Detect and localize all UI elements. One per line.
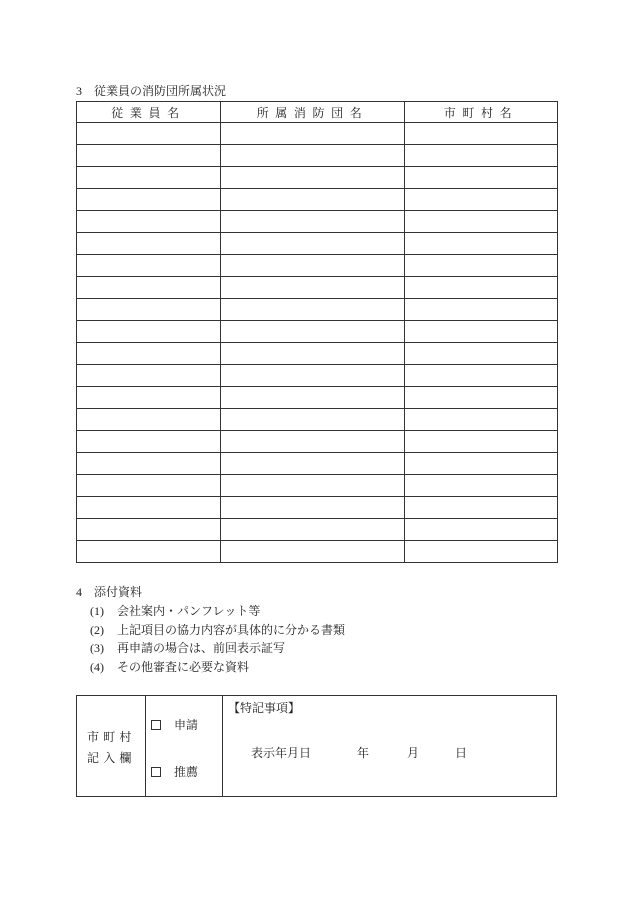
employee-name-cell[interactable] bbox=[77, 167, 221, 189]
employee-name-cell[interactable] bbox=[77, 145, 221, 167]
brigade-name-cell[interactable] bbox=[221, 211, 405, 233]
municipality-cell[interactable] bbox=[405, 453, 558, 475]
municipality-cell[interactable] bbox=[405, 255, 558, 277]
municipality-cell[interactable] bbox=[405, 167, 558, 189]
item-number: (1) bbox=[90, 604, 104, 618]
table-row bbox=[77, 365, 558, 387]
recommend-label: 推薦 bbox=[174, 765, 199, 779]
brigade-name-cell[interactable] bbox=[221, 475, 405, 497]
apply-option[interactable] bbox=[151, 716, 198, 733]
item-number: (2) bbox=[90, 622, 104, 637]
brigade-name-cell[interactable] bbox=[221, 145, 405, 167]
employee-name-cell[interactable] bbox=[77, 343, 221, 365]
employee-name-cell[interactable] bbox=[77, 211, 221, 233]
brigade-name-cell[interactable] bbox=[221, 277, 405, 299]
municipality-cell[interactable] bbox=[405, 189, 558, 211]
month-label: 月 bbox=[407, 746, 420, 760]
employee-name-cell[interactable] bbox=[77, 497, 221, 519]
table-row bbox=[77, 387, 558, 409]
municipality-header: 市町村名 bbox=[405, 102, 558, 123]
table-header-row bbox=[77, 102, 558, 123]
employee-name-cell[interactable] bbox=[77, 189, 221, 211]
brigade-name-cell[interactable] bbox=[221, 123, 405, 145]
employee-name-cell[interactable] bbox=[77, 475, 221, 497]
item-number: (4) bbox=[90, 659, 104, 674]
list-item bbox=[90, 658, 345, 677]
table-row bbox=[77, 475, 558, 497]
application-type-cell bbox=[145, 696, 223, 796]
apply-checkbox[interactable] bbox=[151, 720, 161, 730]
brigade-name-cell[interactable] bbox=[221, 409, 405, 431]
municipal-label-line1: 市町村 bbox=[87, 730, 136, 744]
day-label: 日 bbox=[455, 746, 468, 760]
table-row bbox=[77, 255, 558, 277]
employee-name-header: 従業員名 bbox=[77, 102, 221, 123]
municipality-cell[interactable] bbox=[405, 343, 558, 365]
apply-label: 申請 bbox=[174, 718, 199, 732]
municipality-cell[interactable] bbox=[405, 321, 558, 343]
table-row bbox=[77, 519, 558, 541]
municipality-cell[interactable] bbox=[405, 145, 558, 167]
section-4-title: 添付資料 bbox=[94, 585, 143, 599]
table-row bbox=[77, 541, 558, 563]
special-notes-cell[interactable] bbox=[222, 696, 556, 796]
employee-name-cell[interactable] bbox=[77, 519, 221, 541]
year-label: 年 bbox=[357, 746, 370, 760]
item-text: 再申請の場合は、前回表示証写 bbox=[117, 641, 286, 655]
municipality-cell[interactable] bbox=[405, 211, 558, 233]
employee-name-cell[interactable] bbox=[77, 255, 221, 277]
brigade-name-cell[interactable] bbox=[221, 497, 405, 519]
table-row bbox=[77, 145, 558, 167]
brigade-name-cell[interactable] bbox=[221, 541, 405, 563]
attachment-list bbox=[90, 602, 345, 676]
section-3-title: 従業員の消防団所属状況 bbox=[94, 84, 227, 98]
brigade-name-cell[interactable] bbox=[221, 365, 405, 387]
municipality-cell[interactable] bbox=[405, 431, 558, 453]
display-date-label: 表示年月日 bbox=[251, 746, 312, 760]
table-row bbox=[77, 211, 558, 233]
table-row bbox=[77, 123, 558, 145]
section-3-number: 3 bbox=[76, 84, 82, 98]
brigade-name-cell[interactable] bbox=[221, 387, 405, 409]
recommend-checkbox[interactable] bbox=[151, 767, 161, 777]
employee-name-cell[interactable] bbox=[77, 321, 221, 343]
employee-name-cell[interactable] bbox=[77, 453, 221, 475]
table-row bbox=[77, 233, 558, 255]
municipality-cell[interactable] bbox=[405, 541, 558, 563]
employee-name-cell[interactable] bbox=[77, 409, 221, 431]
employee-name-cell[interactable] bbox=[77, 123, 221, 145]
brigade-name-cell[interactable] bbox=[221, 343, 405, 365]
item-text: 会社案内・パンフレット等 bbox=[117, 604, 261, 618]
employee-name-cell[interactable] bbox=[77, 365, 221, 387]
list-item bbox=[90, 602, 345, 621]
employee-name-cell[interactable] bbox=[77, 387, 221, 409]
employee-name-cell[interactable] bbox=[77, 299, 221, 321]
brigade-name-cell[interactable] bbox=[221, 255, 405, 277]
item-text: その他審査に必要な資料 bbox=[117, 659, 250, 674]
list-item bbox=[90, 621, 345, 640]
table-row bbox=[77, 343, 558, 365]
brigade-name-cell[interactable] bbox=[221, 167, 405, 189]
table-row bbox=[77, 453, 558, 475]
table-row bbox=[77, 321, 558, 343]
municipality-cell[interactable] bbox=[405, 277, 558, 299]
table-body bbox=[77, 123, 558, 563]
municipality-cell[interactable] bbox=[405, 365, 558, 387]
table-row bbox=[77, 409, 558, 431]
table-row bbox=[77, 497, 558, 519]
municipality-cell[interactable] bbox=[405, 497, 558, 519]
municipality-cell[interactable] bbox=[405, 387, 558, 409]
employee-name-cell[interactable] bbox=[77, 277, 221, 299]
municipality-cell[interactable] bbox=[405, 519, 558, 541]
section-4-number: 4 bbox=[76, 585, 82, 599]
fire-brigade-table bbox=[76, 101, 558, 563]
recommend-option[interactable] bbox=[151, 763, 198, 780]
municipality-cell[interactable] bbox=[405, 475, 558, 497]
section-3-heading bbox=[76, 84, 226, 98]
brigade-name-cell[interactable] bbox=[221, 189, 405, 211]
section-4-heading bbox=[76, 585, 142, 599]
municipality-cell[interactable] bbox=[405, 299, 558, 321]
municipality-cell[interactable] bbox=[405, 409, 558, 431]
municipal-label-cell bbox=[77, 696, 146, 796]
special-notes-title: 【特記事項】 bbox=[228, 701, 301, 715]
municipal-entry-box bbox=[76, 695, 557, 797]
item-number: (3) bbox=[90, 641, 104, 655]
table-row bbox=[77, 299, 558, 321]
brigade-name-header: 所属消防団名 bbox=[221, 102, 405, 123]
municipality-cell[interactable] bbox=[405, 123, 558, 145]
brigade-name-cell[interactable] bbox=[221, 453, 405, 475]
municipality-cell[interactable] bbox=[405, 233, 558, 255]
employee-name-cell[interactable] bbox=[77, 541, 221, 563]
table-row bbox=[77, 189, 558, 211]
brigade-name-cell[interactable] bbox=[221, 431, 405, 453]
municipal-label-line2: 記入欄 bbox=[87, 751, 136, 765]
brigade-name-cell[interactable] bbox=[221, 321, 405, 343]
brigade-name-cell[interactable] bbox=[221, 519, 405, 541]
item-text: 上記項目の協力内容が具体的に分かる書類 bbox=[117, 622, 346, 637]
employee-name-cell[interactable] bbox=[77, 431, 221, 453]
table-row bbox=[77, 277, 558, 299]
table-row bbox=[77, 431, 558, 453]
list-item bbox=[90, 639, 345, 658]
brigade-name-cell[interactable] bbox=[221, 233, 405, 255]
employee-name-cell[interactable] bbox=[77, 233, 221, 255]
table-row bbox=[77, 167, 558, 189]
brigade-name-cell[interactable] bbox=[221, 299, 405, 321]
